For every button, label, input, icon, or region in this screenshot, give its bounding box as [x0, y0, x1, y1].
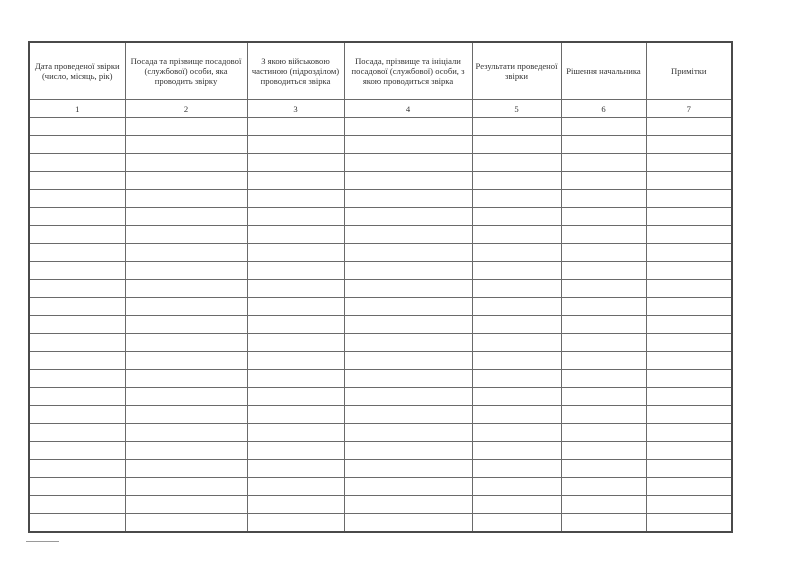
table-cell [344, 262, 472, 280]
table-cell [247, 298, 344, 316]
table-cell [247, 496, 344, 514]
table-cell [29, 298, 125, 316]
table-cell [247, 424, 344, 442]
table-row [29, 262, 732, 280]
table-cell [646, 442, 732, 460]
table-cell [561, 136, 646, 154]
table-cell [125, 190, 247, 208]
table-cell [29, 316, 125, 334]
table-row [29, 190, 732, 208]
table-cell [472, 136, 561, 154]
table-cell [472, 244, 561, 262]
table-cell [472, 316, 561, 334]
table-cell [247, 352, 344, 370]
table-cell [472, 262, 561, 280]
table-cell [344, 280, 472, 298]
table-cell [344, 478, 472, 496]
table-cell [29, 154, 125, 172]
table-cell [472, 172, 561, 190]
table-cell [561, 244, 646, 262]
record-table [28, 41, 733, 533]
table-cell [561, 496, 646, 514]
table-row [29, 460, 732, 478]
table-cell [29, 496, 125, 514]
table-cell [29, 478, 125, 496]
table-cell [29, 424, 125, 442]
table-cell [247, 262, 344, 280]
table-cell [561, 208, 646, 226]
table-cell [247, 118, 344, 136]
column-number: 6 [561, 100, 646, 118]
table-cell [125, 514, 247, 533]
table-row [29, 298, 732, 316]
table-cell [344, 496, 472, 514]
table-cell [344, 208, 472, 226]
table-cell [472, 190, 561, 208]
table-cell [29, 388, 125, 406]
table-cell [29, 280, 125, 298]
table-cell [561, 154, 646, 172]
table-cell [561, 424, 646, 442]
table-cell [247, 316, 344, 334]
table-cell [344, 370, 472, 388]
table-cell [344, 244, 472, 262]
header-military-unit: З якою військовою частиною (підрозділом) проводиться звірка [247, 42, 344, 100]
table-cell [561, 280, 646, 298]
table-cell [247, 172, 344, 190]
table-cell [125, 262, 247, 280]
table-cell [472, 118, 561, 136]
table-cell [344, 388, 472, 406]
table-cell [344, 316, 472, 334]
table-cell [561, 370, 646, 388]
table-cell [472, 370, 561, 388]
table-cell [646, 460, 732, 478]
table-cell [344, 406, 472, 424]
table-cell [561, 298, 646, 316]
table-cell [29, 514, 125, 533]
table-cell [561, 352, 646, 370]
table-cell [344, 424, 472, 442]
table-cell [472, 424, 561, 442]
table-cell [247, 280, 344, 298]
table-cell [344, 172, 472, 190]
table-cell [646, 190, 732, 208]
table-cell [125, 424, 247, 442]
table-cell [561, 226, 646, 244]
table-cell [561, 262, 646, 280]
table-cell [646, 298, 732, 316]
table-cell [125, 244, 247, 262]
table-cell [646, 478, 732, 496]
table-row [29, 118, 732, 136]
table-cell [247, 208, 344, 226]
table-cell [646, 352, 732, 370]
table-cell [344, 352, 472, 370]
table-cell [344, 154, 472, 172]
table-cell [472, 154, 561, 172]
table-row [29, 226, 732, 244]
table-cell [29, 406, 125, 424]
table-cell [247, 334, 344, 352]
table-cell [646, 316, 732, 334]
table-cell [247, 226, 344, 244]
table-cell [344, 136, 472, 154]
table-cell [344, 118, 472, 136]
table-cell [646, 424, 732, 442]
table-cell [344, 334, 472, 352]
column-number: 7 [646, 100, 732, 118]
table-cell [247, 388, 344, 406]
table-cell [344, 298, 472, 316]
header-row [29, 42, 732, 100]
table-cell [472, 226, 561, 244]
table-cell [561, 316, 646, 334]
table-cell [472, 478, 561, 496]
table-cell [646, 262, 732, 280]
table-cell [344, 226, 472, 244]
table-cell [29, 262, 125, 280]
table-cell [646, 226, 732, 244]
table-cell [472, 406, 561, 424]
table-cell [29, 208, 125, 226]
table-cell [29, 334, 125, 352]
table-cell [646, 244, 732, 262]
table-cell [247, 190, 344, 208]
table-cell [247, 460, 344, 478]
table-cell [125, 334, 247, 352]
table-row [29, 406, 732, 424]
table-cell [29, 190, 125, 208]
header-results: Результати проведеної звірки [472, 42, 561, 100]
table-cell [247, 406, 344, 424]
table-cell [29, 136, 125, 154]
table-cell [646, 514, 732, 533]
table-row [29, 172, 732, 190]
table-cell [561, 460, 646, 478]
column-number: 1 [29, 100, 125, 118]
table-cell [247, 442, 344, 460]
table-cell [125, 496, 247, 514]
table-cell [646, 208, 732, 226]
footnote-separator [26, 541, 59, 542]
table-row [29, 370, 732, 388]
table-cell [646, 334, 732, 352]
table-cell [472, 298, 561, 316]
table-cell [561, 442, 646, 460]
table-cell [561, 334, 646, 352]
table-row [29, 442, 732, 460]
column-number: 3 [247, 100, 344, 118]
table-cell [646, 388, 732, 406]
table-cell [125, 316, 247, 334]
table-cell [344, 514, 472, 533]
table-cell [561, 118, 646, 136]
header-date: Дата проведеної звірки (число, місяць, рік) [29, 42, 125, 100]
table-row [29, 352, 732, 370]
table-cell [29, 370, 125, 388]
header-decision: Рішення начальника [561, 42, 646, 100]
table-cell [125, 154, 247, 172]
table-cell [561, 406, 646, 424]
table-cell [125, 136, 247, 154]
table-cell [472, 496, 561, 514]
table-cell [125, 118, 247, 136]
table-cell [247, 244, 344, 262]
table-cell [29, 442, 125, 460]
table-cell [561, 190, 646, 208]
column-number: 2 [125, 100, 247, 118]
table-cell [344, 460, 472, 478]
table-cell [472, 280, 561, 298]
table-cell [29, 352, 125, 370]
table-cell [125, 370, 247, 388]
table-row [29, 208, 732, 226]
table-cell [646, 172, 732, 190]
table-cell [472, 388, 561, 406]
table-cell [247, 370, 344, 388]
table-cell [29, 172, 125, 190]
table-row [29, 334, 732, 352]
table-cell [472, 514, 561, 533]
column-number: 5 [472, 100, 561, 118]
table-cell [125, 352, 247, 370]
table-cell [125, 172, 247, 190]
table-cell [125, 208, 247, 226]
table-cell [561, 172, 646, 190]
header-counterpart: Посада, прізвище та ініціали посадової (службової) особи, з якою проводиться звірка [344, 42, 472, 100]
table-cell [247, 136, 344, 154]
table-cell [472, 352, 561, 370]
table-cell [247, 514, 344, 533]
header-notes: Примітки [646, 42, 732, 100]
table-cell [472, 208, 561, 226]
table-cell [29, 118, 125, 136]
table-row [29, 136, 732, 154]
table-row [29, 388, 732, 406]
table-cell [125, 226, 247, 244]
table-cell [561, 388, 646, 406]
table-cell [247, 478, 344, 496]
table-cell [344, 442, 472, 460]
table-cell [125, 298, 247, 316]
table-row [29, 280, 732, 298]
table-cell [561, 514, 646, 533]
table-row [29, 154, 732, 172]
table-cell [472, 442, 561, 460]
table-cell [125, 478, 247, 496]
table-cell [29, 226, 125, 244]
column-number-row [29, 100, 732, 118]
table-cell [125, 280, 247, 298]
table-cell [247, 154, 344, 172]
table-row [29, 316, 732, 334]
header-inspector: Посада та прізвище посадової (службової) особи, яка проводить звірку [125, 42, 247, 100]
table-cell [646, 496, 732, 514]
table-cell [125, 460, 247, 478]
table-row [29, 478, 732, 496]
table-cell [561, 478, 646, 496]
table-cell [646, 406, 732, 424]
table-cell [646, 118, 732, 136]
table-cell [472, 334, 561, 352]
table-row [29, 514, 732, 533]
table-cell [646, 370, 732, 388]
table-cell [125, 442, 247, 460]
column-number: 4 [344, 100, 472, 118]
table-cell [29, 460, 125, 478]
table-row [29, 424, 732, 442]
table-row [29, 244, 732, 262]
table-row [29, 496, 732, 514]
table-cell [646, 154, 732, 172]
table-cell [125, 388, 247, 406]
table-cell [29, 244, 125, 262]
table-cell [344, 190, 472, 208]
table-cell [646, 280, 732, 298]
table-cell [125, 406, 247, 424]
table-cell [472, 460, 561, 478]
table-cell [646, 136, 732, 154]
